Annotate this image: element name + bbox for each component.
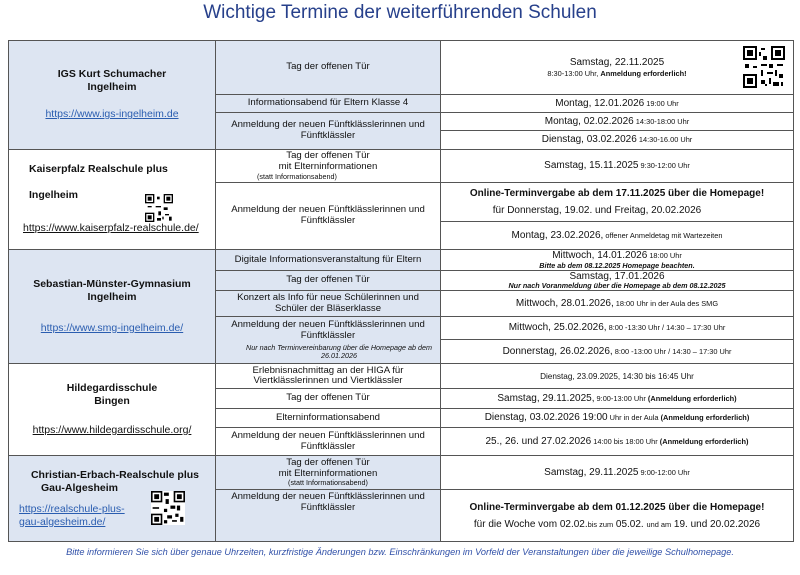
event-label: Tag der offenen Tür	[216, 41, 441, 95]
school-link[interactable]: https://www.igs-ingelheim.de	[45, 108, 179, 121]
event-date: Online-Terminvergabe ab dem 17.11.2025 über die Homepage! für Donnerstag, 19.02. und Freitag, 20.02.2026	[441, 183, 794, 222]
school-city: Ingelheim	[29, 188, 79, 201]
school-cell-igs	[9, 41, 216, 150]
event-label: Elterninformationsabend	[216, 409, 441, 428]
event-label: Tag der offenen Tür mit Elterninformationen (statt Informationsabend)	[216, 150, 441, 183]
event-label: Tag der offenen Tür mit Elterninformationen (statt Informationsabend)	[216, 456, 441, 490]
event-date: Samstag, 17.01.2026 Nur nach Voranmeldung über die Homepage ab dem 08.12.2025	[441, 271, 794, 291]
school-link[interactable]: https://www.hildegardisschule.org/	[32, 423, 192, 436]
event-date: Samstag, 15.11.2025 9:30-12:00 Uhr	[441, 150, 794, 183]
school-name: Sebastian-Münster-Gymnasium	[33, 277, 191, 290]
event-date: Dienstag, 03.02.2026 19:00 Uhr in der Aula (Anmeldung erforderlich)	[441, 409, 794, 428]
event-date: Mittwoch, 14.01.2026 18:00 Uhr Bitte ab dem 08.12.2025 Homepage beachten.	[441, 250, 794, 271]
school-city: Ingelheim	[87, 290, 137, 303]
event-label: Anmeldung der neuen Fünftklässlerinnen und Fünftklässler	[216, 113, 441, 150]
table-row	[9, 364, 794, 389]
school-name: Kaiserpfalz Realschule plus	[29, 163, 168, 176]
page-title: Wichtige Termine der weiterführenden Schulen	[203, 2, 597, 23]
school-name: IGS Kurt Schumacher	[57, 67, 167, 80]
event-label: Informationsabend für Eltern Klasse 4	[216, 95, 441, 113]
qr-code-icon	[145, 194, 173, 222]
qr-code-icon	[151, 491, 185, 525]
event-label: Anmeldung der neuen Fünftklässlerinnen und Fünftklässler	[216, 428, 441, 456]
school-cell-hildegardis	[9, 364, 216, 456]
event-date: Samstag, 29.11.2025, 9:00-13:00 Uhr (Anmeldung erforderlich)	[441, 389, 794, 409]
school-cell-erbach	[9, 456, 216, 542]
event-label: Anmeldung der neuen Fünftklässlerinnen und Fünftklässler	[216, 183, 441, 250]
school-city: Bingen	[94, 394, 130, 407]
school-name: Hildegardisschule	[66, 381, 158, 394]
table-row	[9, 250, 794, 271]
event-label: Anmeldung der neuen Fünftklässlerinnen und Fünftklässler Nur nach Terminvereinbarung über die Homepage ab dem 26.01.2026	[216, 317, 441, 364]
school-link[interactable]: https://realschule-plus-gau-algesheim.de/	[19, 503, 125, 528]
school-cell-smg	[9, 250, 216, 364]
event-label: Tag der offenen Tür	[216, 389, 441, 409]
event-date: Montag, 12.01.2026 19:00 Uhr	[441, 95, 794, 113]
event-date: Dienstag, 23.09.2025, 14:30 bis 16:45 Uhr	[441, 364, 794, 389]
event-date: Mittwoch, 28.01.2026, 18:00 Uhr in der Aula des SMG	[441, 291, 794, 317]
event-date: Dienstag, 03.02.2026 14:30-16.00 Uhr	[441, 131, 794, 150]
event-date: Mittwoch, 25.02.2026, 8:00 -13:30 Uhr / 14:30 – 17:30 Uhr	[441, 317, 794, 340]
date-note: 8:30-13:00 Uhr, Anmeldung erforderlich!	[547, 68, 687, 78]
school-name: Christian-Erbach-Realschule plus	[30, 469, 200, 482]
event-date: 25., 26. und 27.02.2026 14:00 bis 18:00 Uhr (Anmeldung erforderlich)	[441, 428, 794, 456]
event-label: Digitale Informationsveranstaltung für Eltern	[216, 250, 441, 271]
event-date: Donnerstag, 26.02.2026, 8:00 -13:00 Uhr / 14:30 – 17:30 Uhr	[441, 340, 794, 364]
table-row	[9, 41, 794, 95]
school-cell-kaiserpfalz	[9, 150, 216, 250]
school-city: Gau-Algesheim	[41, 482, 119, 495]
event-label: Erlebnisnachmittag an der HIGA für Viertklässlerinnen und Viertklässler	[216, 364, 441, 389]
event-label: Konzert als Info für neue Schülerinnen und Schüler der Bläserklasse	[216, 291, 441, 317]
event-date: Montag, 23.02.2026, offener Anmeldetag mit Wartezeiten	[441, 222, 794, 250]
event-date: Samstag, 29.11.2025 9:00-12:00 Uhr	[441, 456, 794, 490]
schedule-table	[8, 40, 794, 542]
table-row	[9, 456, 794, 490]
footer-note: Bitte informieren Sie sich über genaue Uhrzeiten, kurzfristige Änderungen bzw. Einschränkungen im Vorfeld der Veranstaltungen über die jeweilige Schulhomepage.	[66, 547, 734, 557]
event-label: Anmeldung der neuen Fünftklässlerinnen und Fünftklässler	[216, 490, 441, 542]
event-date: Montag, 02.02.2026 14:30-18:00 Uhr	[441, 113, 794, 131]
event-date	[441, 41, 794, 95]
event-label: Tag der offenen Tür	[216, 271, 441, 291]
qr-code-icon	[743, 46, 785, 88]
school-link[interactable]: https://www.smg-ingelheim.de/	[40, 321, 184, 334]
event-date: Online-Terminvergabe ab dem 01.12.2025 über die Homepage! für die Woche vom 02.02.bis zum 05.02. und am 19. und 20.02.2026	[441, 490, 794, 542]
date-text: Samstag, 22.11.2025	[569, 56, 665, 68]
school-city: Ingelheim	[87, 81, 137, 94]
school-link[interactable]: https://www.kaiserpfalz-realschule.de/	[23, 221, 199, 234]
table-row	[9, 150, 794, 183]
